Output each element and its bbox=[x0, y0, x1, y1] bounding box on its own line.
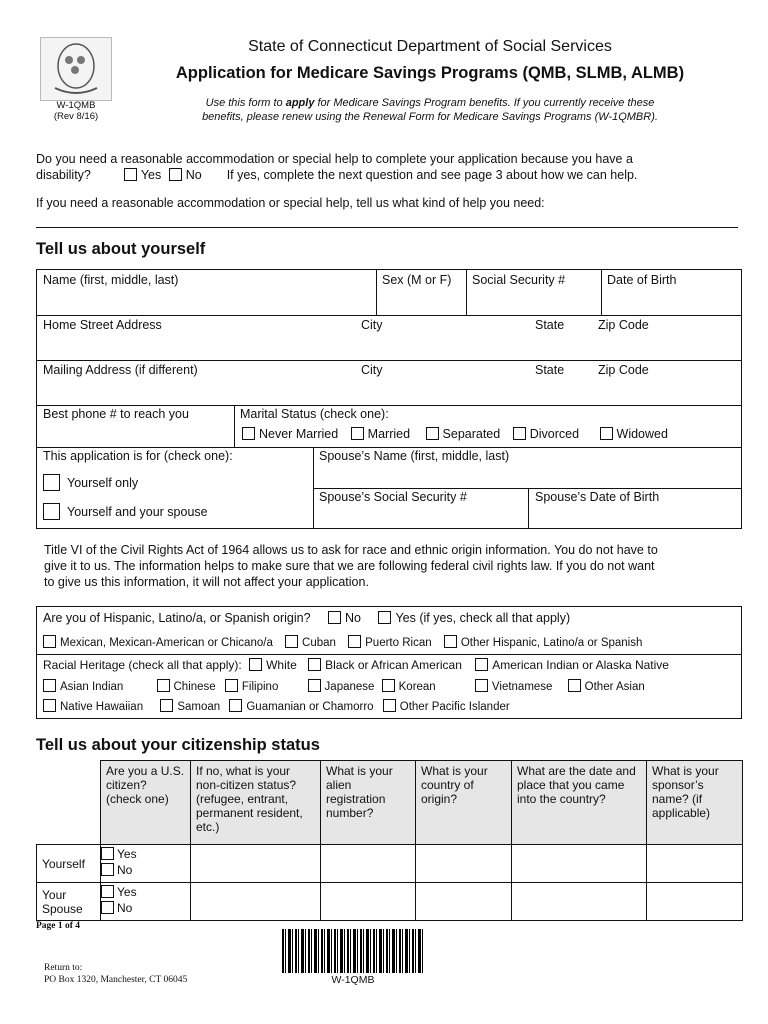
accommodation-question: Do you need a reasonable accommodation or special help to complete your application because you have a disability? Yes No If yes, complete the next question and see page 3 about how we can help. bbox=[36, 152, 638, 182]
filipino-checkbox[interactable] bbox=[225, 679, 238, 692]
spouse-name-field[interactable]: Spouse’s Name (first, middle, last) bbox=[319, 449, 510, 463]
cuban-checkbox[interactable] bbox=[285, 635, 298, 648]
home-zip-field[interactable]: Zip Code bbox=[598, 318, 649, 332]
race-row-2: Asian Indian Chinese Filipino Japanese Korean Vietnamese Other Asian bbox=[43, 679, 645, 693]
name-field[interactable]: Name (first, middle, last) bbox=[43, 273, 179, 287]
form-id: W-1QMB (Rev 8/16) bbox=[53, 100, 99, 122]
race-row-3: Native Hawaiian Samoan Guamanian or Chamorro Other Pacific Islander bbox=[43, 699, 510, 713]
row-label-yourself: Yourself bbox=[37, 845, 101, 883]
spouse-citizen-no-checkbox[interactable] bbox=[101, 901, 114, 914]
mailing-address-field[interactable]: Mailing Address (if different) bbox=[43, 363, 198, 377]
mailing-state-field[interactable]: State bbox=[535, 363, 565, 377]
department-name: State of Connecticut Department of Social Services bbox=[248, 38, 612, 55]
form-title: Application for Medicare Savings Programs (QMB, SLMB, ALMB) bbox=[175, 64, 685, 82]
page-number: Page 1 of 4 bbox=[36, 921, 81, 931]
spouse-dob-field[interactable]: Spouse’s Date of Birth bbox=[535, 490, 660, 504]
col-header-noncitizen-status: If no, what is your non-citizen status? (refugee, entrant, permanent resident, etc.) bbox=[191, 761, 321, 845]
home-city-field[interactable]: City bbox=[361, 318, 383, 332]
mexican-checkbox[interactable] bbox=[43, 635, 56, 648]
application-for-label: This application is for (check one): bbox=[43, 449, 233, 463]
yourself-sponsor-input[interactable] bbox=[647, 845, 743, 883]
other-hispanic-checkbox[interactable] bbox=[444, 635, 457, 648]
phone-field[interactable]: Best phone # to reach you bbox=[43, 407, 189, 421]
corner-cell bbox=[37, 761, 101, 845]
yourself-noncitizen-status-input[interactable] bbox=[191, 845, 321, 883]
table-row bbox=[37, 845, 743, 883]
korean-checkbox[interactable] bbox=[382, 679, 395, 692]
table-row bbox=[37, 883, 743, 921]
section-heading-about-you: Tell us about yourself bbox=[36, 240, 206, 258]
hispanic-yes-checkbox[interactable] bbox=[378, 611, 391, 624]
marital-options: Never Married Married Separated Divorced Widowed bbox=[242, 427, 668, 441]
spouse-sponsor-input[interactable] bbox=[647, 883, 743, 921]
col-header-alien-number: What is your alien registration number? bbox=[321, 761, 416, 845]
citizenship-table bbox=[36, 760, 743, 921]
about-you-table bbox=[36, 269, 742, 529]
widowed-checkbox[interactable] bbox=[600, 427, 613, 440]
never-married-checkbox[interactable] bbox=[242, 427, 255, 440]
home-address-field[interactable]: Home Street Address bbox=[43, 318, 162, 332]
col-header-country: What is your country of origin? bbox=[416, 761, 512, 845]
help-prompt: If you need a reasonable accommodation or special help, tell us what kind of help you need: bbox=[36, 196, 545, 210]
col-header-date-place: What are the date and place that you came into the country? bbox=[512, 761, 647, 845]
spouse-noncitizen-status-input[interactable] bbox=[191, 883, 321, 921]
yourself-and-spouse-checkbox[interactable] bbox=[43, 503, 60, 520]
yourself-only-checkbox[interactable] bbox=[43, 474, 60, 491]
col-header-sponsor: What is your sponsor’s name? (if applicable) bbox=[647, 761, 743, 845]
guamanian-checkbox[interactable] bbox=[229, 699, 242, 712]
yourself-and-spouse-option[interactable]: Yourself and your spouse bbox=[43, 503, 208, 520]
ssn-field[interactable]: Social Security # bbox=[472, 273, 566, 287]
hispanic-question: Are you of Hispanic, Latino/a, or Spanish origin? No Yes (if yes, check all that apply) bbox=[43, 611, 571, 625]
yourself-citizen-yes-checkbox[interactable] bbox=[101, 847, 114, 860]
hispanic-options: Mexican, Mexican-American or Chicano/a Cuban Puerto Rican Other Hispanic, Latino/a or Spanish bbox=[43, 635, 642, 649]
form-instructions: Use this form to apply for Medicare Savings Program benefits. If you currently receive these benefits, please renew using the Renewal Form for Medicare Savings Programs (W-1QMBR). bbox=[202, 97, 658, 123]
ethnicity-race-table bbox=[36, 606, 742, 719]
mailing-zip-field[interactable]: Zip Code bbox=[598, 363, 649, 377]
dob-field[interactable]: Date of Birth bbox=[607, 273, 677, 287]
separated-checkbox[interactable] bbox=[426, 427, 439, 440]
chinese-checkbox[interactable] bbox=[157, 679, 170, 692]
asian-indian-checkbox[interactable] bbox=[43, 679, 56, 692]
accommodation-yes-checkbox[interactable] bbox=[124, 168, 137, 181]
yourself-date-place-input[interactable] bbox=[512, 845, 647, 883]
sex-field[interactable]: Sex (M or F) bbox=[382, 273, 452, 287]
black-checkbox[interactable] bbox=[308, 658, 321, 671]
yourself-only-option[interactable]: Yourself only bbox=[43, 474, 138, 491]
return-address: Return to: PO Box 1320, Manchester, CT 06045 bbox=[44, 963, 188, 985]
divorced-checkbox[interactable] bbox=[513, 427, 526, 440]
native-hawaiian-checkbox[interactable] bbox=[43, 699, 56, 712]
spouse-ssn-field[interactable]: Spouse’s Social Security # bbox=[319, 490, 467, 504]
american-indian-checkbox[interactable] bbox=[475, 658, 488, 671]
connecticut-seal-icon bbox=[40, 37, 112, 101]
mailing-city-field[interactable]: City bbox=[361, 363, 383, 377]
accommodation-no-checkbox[interactable] bbox=[169, 168, 182, 181]
white-checkbox[interactable] bbox=[249, 658, 262, 671]
spouse-alien-number-input[interactable] bbox=[321, 883, 416, 921]
other-asian-checkbox[interactable] bbox=[568, 679, 581, 692]
race-row-1: Racial Heritage (check all that apply): White Black or African American American Indian or Alaska Native bbox=[43, 658, 669, 672]
section-heading-citizenship: Tell us about your citizenship status bbox=[36, 736, 320, 754]
marital-status-label: Marital Status (check one): bbox=[240, 407, 389, 421]
row-label-spouse: Your Spouse bbox=[37, 883, 101, 921]
spouse-citizen-yes-checkbox[interactable] bbox=[101, 885, 114, 898]
citizen-check-yourself: Yes No bbox=[101, 845, 191, 883]
civil-rights-notice: Title VI of the Civil Rights Act of 1964 allows us to ask for race and ethnic origin information. You do not have to give it to us. The information helps to make sure that we are following federal civil rights law. If you do not want to give us this information, it will not affect your application. bbox=[44, 543, 658, 589]
yourself-alien-number-input[interactable] bbox=[321, 845, 416, 883]
spouse-country-input[interactable] bbox=[416, 883, 512, 921]
yourself-country-input[interactable] bbox=[416, 845, 512, 883]
vietnamese-checkbox[interactable] bbox=[475, 679, 488, 692]
hispanic-no-checkbox[interactable] bbox=[328, 611, 341, 624]
puerto-rican-checkbox[interactable] bbox=[348, 635, 361, 648]
married-checkbox[interactable] bbox=[351, 427, 364, 440]
home-state-field[interactable]: State bbox=[535, 318, 565, 332]
japanese-checkbox[interactable] bbox=[308, 679, 321, 692]
yourself-citizen-no-checkbox[interactable] bbox=[101, 863, 114, 876]
help-answer-line[interactable] bbox=[36, 227, 738, 228]
spouse-date-place-input[interactable] bbox=[512, 883, 647, 921]
samoan-checkbox[interactable] bbox=[160, 699, 173, 712]
col-header-citizen: Are you a U.S. citizen? (check one) bbox=[101, 761, 191, 845]
barcode-icon bbox=[282, 929, 424, 973]
barcode-label: W-1QMB bbox=[331, 974, 375, 986]
other-pacific-islander-checkbox[interactable] bbox=[383, 699, 396, 712]
citizen-check-spouse: Yes No bbox=[101, 883, 191, 921]
